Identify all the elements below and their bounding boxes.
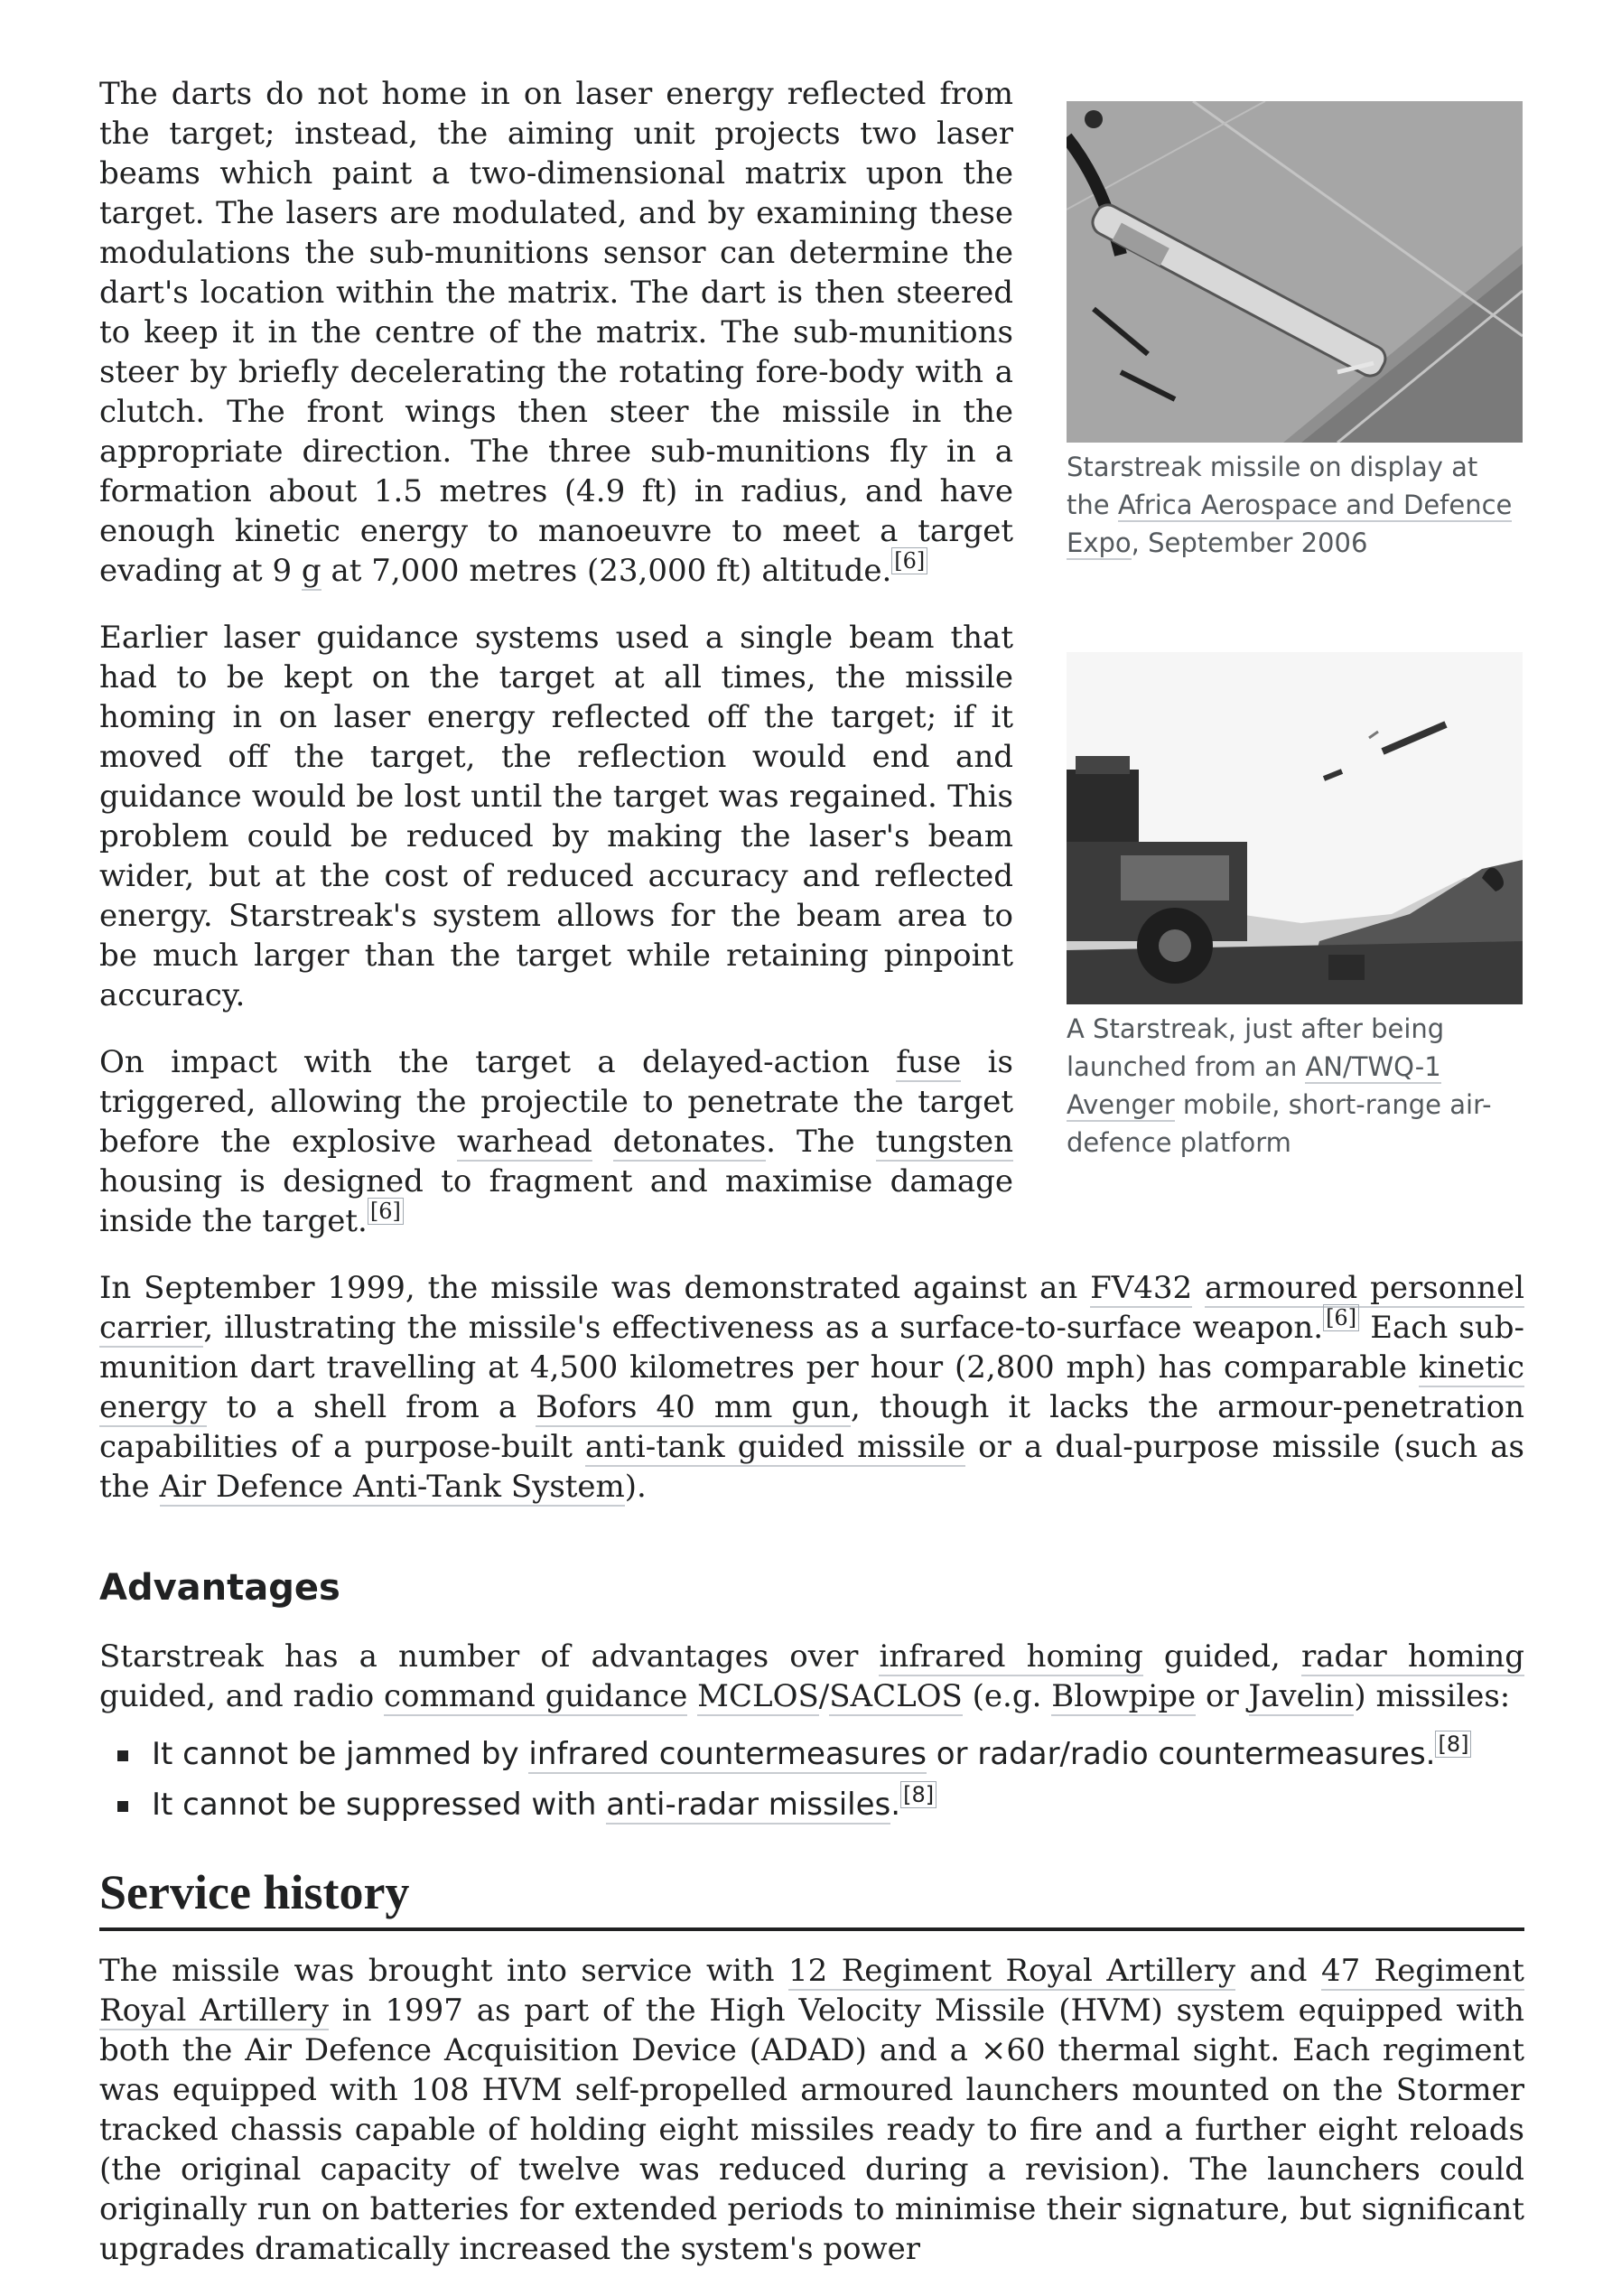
link-anti-radar-missiles[interactable]: anti-radar missiles <box>606 1787 891 1823</box>
paragraph-service-history: The missile was brought into service with 12 Regiment Royal Artillery and 47 Regiment Royal Artillery in 1997 as part of the High Velocity Missile (HVM) system equipped with both the Air Defence Acquisition Device (ADAD) and a ×60 thermal sight. Each regiment was equipped with 108 HVM self-propelled armoured launchers mounted on the Stormer tracked chassis capable of holding eight missiles ready to fire and a further eight reloads (the original capacity of twelve was reduced during a revision). The launchers could originally run on batteries for extended periods to minimise their signature, but significant upgrades dramatically increased the system's power <box>99 1953 1525 2267</box>
photo-starstreak-launch[interactable] <box>1067 652 1523 1004</box>
figure-missile-display <box>1067 101 1523 562</box>
figure-starstreak-launch <box>1067 652 1523 1162</box>
link-africa-aerospace-expo[interactable]: Africa Aerospace and Defence Expo <box>1067 490 1513 558</box>
photo-missile-display[interactable] <box>1067 101 1523 443</box>
link-detonates[interactable]: detonates <box>612 1124 767 1160</box>
link-blowpipe[interactable]: Blowpipe <box>1051 1678 1197 1714</box>
link-javelin[interactable]: Javelin <box>1248 1678 1355 1714</box>
link-kinetic-energy[interactable]: kinetic energy <box>99 1349 1524 1425</box>
link-fuse[interactable]: fuse <box>896 1044 962 1080</box>
link-adats[interactable]: Air Defence Anti-Tank System <box>159 1469 625 1505</box>
citation-8[interactable]: [8] <box>1435 1731 1471 1758</box>
heading-service-history: Service history <box>99 1862 1524 1931</box>
heading-advantages: Advantages <box>99 1567 340 1609</box>
link-tungsten[interactable]: tungsten <box>875 1124 1013 1160</box>
link-radar-homing[interactable]: radar homing <box>1300 1638 1525 1675</box>
link-bofors-40mm[interactable]: Bofors 40 mm gun <box>536 1389 851 1425</box>
article-content <box>99 74 1524 2296</box>
paragraph-demonstration: In September 1999, the missile was demonstrated against an FV432 armoured personnel carrier, illustrating the missile's effectiveness as a surface-to-surface weapon. [6] Each sub-munition dart travelling at 4,500 kilometres per hour (2,800 mph) has comparable kinetic energy to a shell from a Bofors 40 mm gun, though it lacks the armour-penetration capabilities of a purpose-built anti-tank guided missile or a dual-purpose missile (such as the Air Defence Anti-Tank System). <box>99 1270 1524 1505</box>
paragraph-earlier-systems: Earlier laser guidance systems used a single beam that had to be kept on the target at all times, the missile homing in on laser energy reflected off the target; if it moved off the target, the reflection would end and guidance would be lost until the target was regained. This problem could be reduced by making the laser's beam wider, but at the cost of reduced accuracy and reflected energy. Starstreak's system allows for the beam area to be much larger than the target while retaining pinpoint accuracy. <box>99 620 1013 1013</box>
link-infrared-homing[interactable]: infrared homing <box>879 1638 1143 1675</box>
citation-6[interactable]: [6] <box>368 1198 404 1225</box>
advantages-list <box>99 1729 1524 1830</box>
figure-caption: Starstreak missile on display at the Africa Aerospace and Defence Expo, September 2006 <box>1067 452 1513 558</box>
link-armoured-personnel-carrier[interactable]: armoured personnel carrier <box>99 1270 1524 1346</box>
paragraph-guidance: The darts do not home in on laser energy reflected from the target; instead, the aiming unit projects two laser beams which paint a two-dimensional matrix upon the target. The lasers are modulated, and by examining these modulations the sub-munitions sensor can determine the dart's location within the matrix. The dart is then steered to keep it in the centre of the matrix. The sub-munitions steer by briefly decelerating the rotating fore-body with a clutch. The front wings then steer the missile in the appropriate direction. The three sub-munitions fly in a formation about 1.5 metres (4.9 ft) in radius, and have enough kinetic energy to manoeuvre to meet a target evading at 9 g at 7,000 metres (23,000 ft) altitude. [6] <box>99 76 1013 589</box>
paragraph-advantages: Starstreak has a number of advantages over infrared homing guided, radar homing guided, and radio command guidance MCLOS/SACLOS (e.g. Blowpipe or Javelin) missiles: <box>99 1638 1525 1714</box>
link-avenger[interactable]: AN/TWQ-1 Avenger <box>1067 1051 1441 1120</box>
link-atgm[interactable]: anti-tank guided missile <box>585 1429 965 1465</box>
text-column <box>99 74 1013 1241</box>
link-47-regiment[interactable]: 47 Regiment Royal Artillery <box>99 1953 1524 2029</box>
link-mclos[interactable]: MCLOS <box>697 1678 819 1714</box>
link-infrared-countermeasures[interactable]: infrared countermeasures <box>528 1736 927 1772</box>
link-fv432[interactable]: FV432 <box>1090 1270 1193 1306</box>
list-item: It cannot be jammed by infrared countermeasures or radar/radio countermeasures. [8] <box>99 1729 1524 1779</box>
citation-6[interactable]: [6] <box>891 547 927 574</box>
figure-caption: A Starstreak, just after being launched from an AN/TWQ-1 Avenger mobile, short-range air-defence platform <box>1067 1013 1492 1158</box>
lead-section <box>99 74 1524 1507</box>
link-g[interactable]: g <box>301 553 321 589</box>
link-command-guidance[interactable]: command guidance <box>383 1678 688 1714</box>
list-item: It cannot be suppressed with anti-radar missiles. [8] <box>99 1779 1524 1830</box>
citation-8[interactable]: [8] <box>900 1781 936 1808</box>
paragraph-impact: On impact with the target a delayed-action fuse is triggered, allowing the projectile to penetrate the target before the explosive warhead detonates. The tungsten housing is designed to fragment and maximise damage inside the target. [6] <box>99 1044 1013 1239</box>
link-saclos[interactable]: SACLOS <box>829 1678 963 1714</box>
link-12-regiment[interactable]: 12 Regiment Royal Artillery <box>787 1953 1236 1989</box>
citation-6[interactable]: [6] <box>1323 1304 1359 1331</box>
link-warhead[interactable]: warhead <box>457 1124 592 1160</box>
